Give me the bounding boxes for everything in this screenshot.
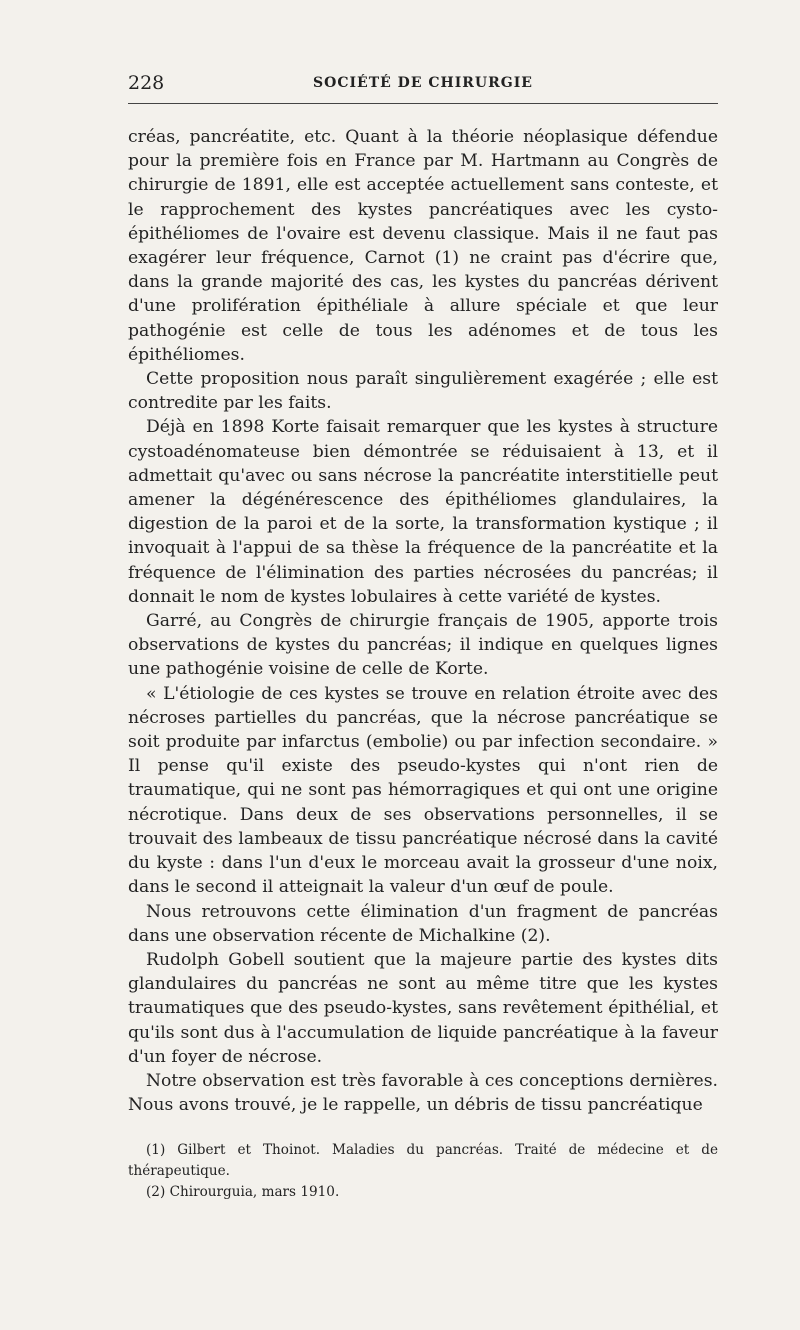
header-rule xyxy=(128,103,718,104)
footnote: (1) Gilbert et Thoinot. Maladies du pancréas. Traité de médecine et de thérapeutique. xyxy=(128,1142,718,1179)
paragraph: créas, pancréatite, etc. Quant à la théorie néoplasique défendue pour la première fois en France par M. Hartmann au Congrès de chirurgie de 1891, elle est acceptée actuellement sans conteste, et le rapprochement des kystes pancréatiques avec les cysto-épithéliomes de l'ovaire est devenu classique. Mais il ne faut pas exagérer leur fréquence, Carnot (1) ne craint pas d'écrire que, dans la grande majorité des cas, les kystes du pancréas dérivent d'une prolifération épithéliale à allure spéciale et que leur pathogénie est celle de tous les adénomes et de tous les épithéliomes. xyxy=(128,127,718,365)
paragraph: Notre observation est très favorable à ces conceptions dernières. Nous avons trouvé, je le rappelle, un débris de tissu pancréatique xyxy=(128,1070,718,1116)
page-number: 228 xyxy=(128,72,165,94)
paragraph: Garré, au Congrès de chirurgie français de 1905, apporte trois observations de kystes du pancréas; il indique en quelques lignes une pathogénie voisine de celle de Korte. xyxy=(128,611,718,680)
paragraph: « L'étiologie de ces kystes se trouve en relation étroite avec des nécroses partielles du pancréas, que la nécrose pancréatique se soit produite par infarctus (embolie) ou par infection secondaire. » Il pense qu'il existe des pseudo-kystes qui n'ont rien de traumatique, qui ne sont pas hémorragiques et qui ont une origine nécrotique. Dans deux de ses observations personnelles, il se trouvait des lambeaux de tissu pancréatique nécrosé dans la cavité du kyste : dans l'un d'eux le morceau avait la grosseur d'une noix, dans le second il atteignait la valeur d'un œuf de poule. xyxy=(128,683,718,898)
paragraph: Nous retrouvons cette élimination d'un fragment de pancréas dans une observation récente de Michalkine (2). xyxy=(128,901,718,946)
footnotes xyxy=(128,1140,718,1203)
running-title: SOCIÉTÉ DE CHIRURGIE xyxy=(313,75,533,91)
footnote: (2) Chirourguia, mars 1910. xyxy=(146,1184,340,1200)
body-text xyxy=(128,125,718,1117)
paragraph: Déjà en 1898 Korte faisait remarquer que les kystes à structure cystoadénomateuse bien démontrée se réduisaient à 13, et il admettait qu'avec ou sans nécrose la pancréatite interstitielle peut amener la dégénérescence des épithéliomes glandulaires, la digestion de la paroi et de la sorte, la transformation kystique ; il invoquait à l'appui de sa thèse la fréquence de la pancréatite et la fréquence de l'élimination des parties nécrosées du pancréas; il donnait le nom de kystes lobulaires à cette variété de kystes. xyxy=(128,417,718,607)
paragraph: Cette proposition nous paraît singulièrement exagérée ; elle est contredite par les faits. xyxy=(128,369,718,414)
paragraph: Rudolph Gobell soutient que la majeure partie des kystes dits glandulaires du pancréas ne sont au même titre que les kystes traumatiques que des pseudo-kystes, sans revêtement épithélial, et qu'ils sont dus à l'accumulation de liquide pancréatique à la faveur d'un foyer de nécrose. xyxy=(128,949,718,1067)
page-header xyxy=(128,72,718,102)
